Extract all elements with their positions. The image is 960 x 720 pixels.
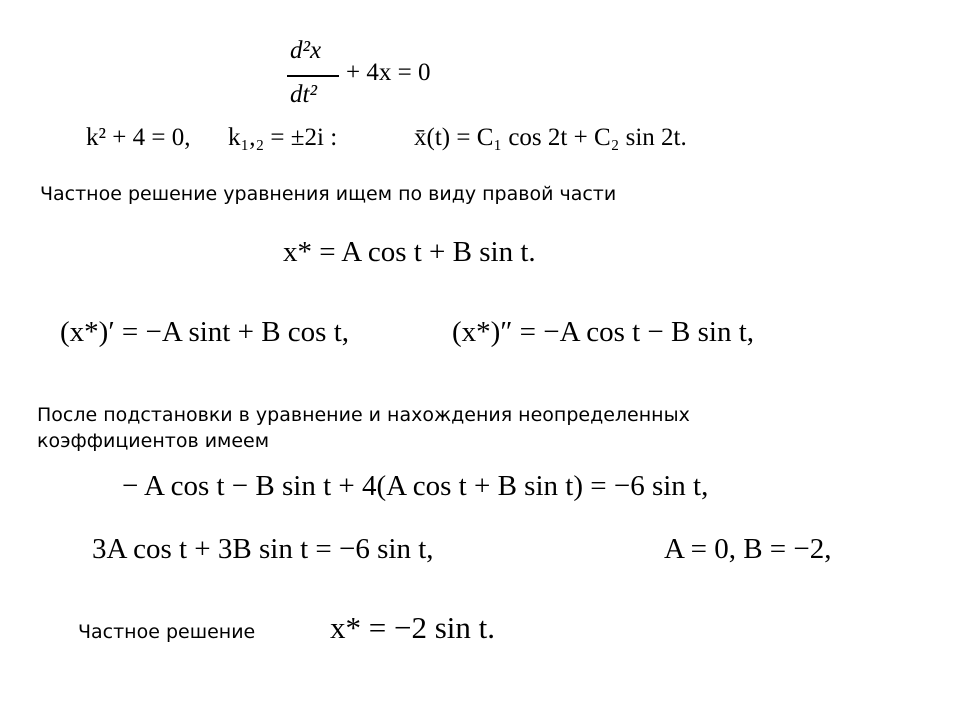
first-derivative: (x*)′ = −A sint + B cos t, bbox=[60, 316, 350, 348]
ode-denominator: dt² bbox=[290, 81, 317, 108]
particular-solution: x* = −2 sin t. bbox=[330, 610, 496, 645]
characteristic-equation: k² + 4 = 0, bbox=[86, 124, 191, 151]
second-derivative: (x*)″ = −A cos t − B sin t, bbox=[452, 316, 755, 348]
general-solution: x̄(t) = C₁ cos 2t + C₂ sin 2t. bbox=[414, 124, 687, 151]
particular-solution-form: x* = A cos t + B sin t. bbox=[283, 236, 536, 268]
coefficients-result: A = 0, B = −2, bbox=[664, 533, 832, 565]
simplified-equation: 3A cos t + 3B sin t = −6 sin t, bbox=[92, 533, 434, 565]
characteristic-roots: k₁,₂ = ±2i : bbox=[228, 124, 338, 151]
ode-numerator: d²x bbox=[290, 37, 322, 64]
text-substitution-a: После подстановки в уравнение и нахождения неопределенных bbox=[37, 404, 690, 426]
text-particular-solution: Частное решение bbox=[78, 621, 256, 643]
substitution-equation: − A cos t − B sin t + 4(A cos t + B sin t) = −6 sin t, bbox=[122, 470, 709, 502]
fraction-bar bbox=[287, 75, 339, 77]
text-substitution-b: коэффициентов имеем bbox=[37, 430, 270, 452]
text-particular-solution-form: Частное решение уравнения ищем по виду правой части bbox=[40, 183, 617, 205]
ode-rest: + 4x = 0 bbox=[346, 59, 431, 86]
